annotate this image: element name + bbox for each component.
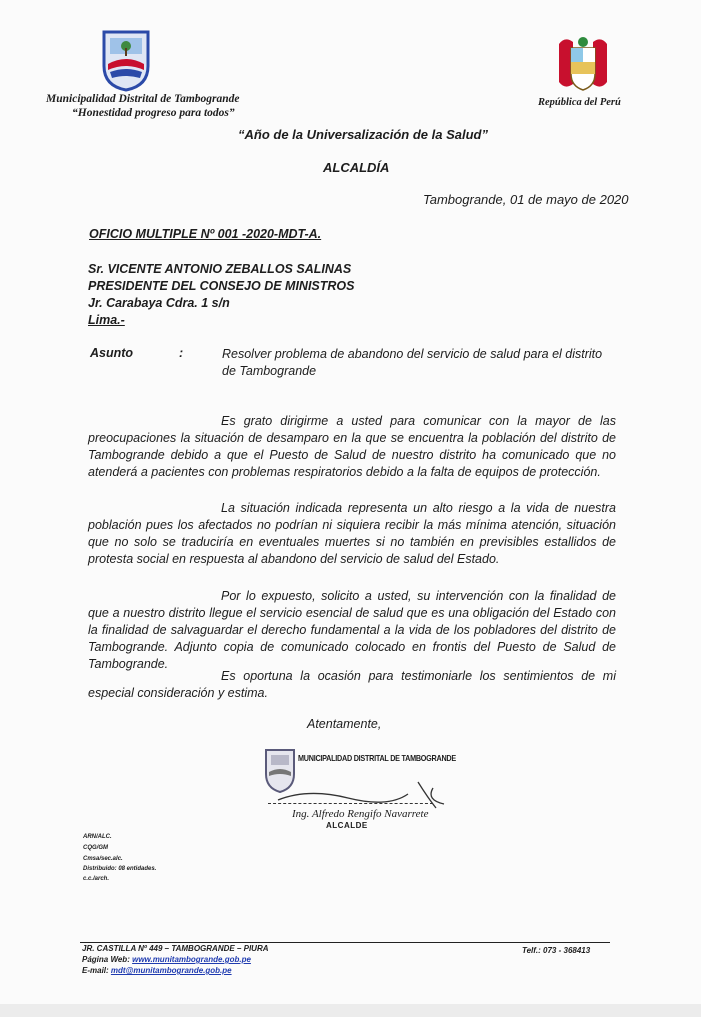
reference-distribution: Distribuido: 08 entidades.: [83, 866, 157, 872]
footer-email-row: [82, 966, 232, 975]
footer-address: JR. CASTILLA Nº 449 – TAMBOGRANDE – PIURA: [82, 944, 269, 953]
body-paragraph: Por lo expuesto, solicito a usted, su intervención con la finalidad de que a nuestro distrito llegue el servicio esencial de salud que es una obligación del Estado con la finalidad de salvaguardar el derecho fundamental a la vida de los pobladores del distrito de Tambogrande. Adjunto copia de comunicado colocado en frontis del Puesto de Salud de Tambogrande.: [88, 589, 616, 671]
footer-email-label: E-mail:: [82, 966, 109, 975]
footer-phone: Telf.: 073 - 368413: [522, 946, 591, 955]
year-title: “Año de la Universalización de la Salud”: [238, 127, 488, 142]
signer-role: ALCALDE: [326, 821, 368, 830]
footer-web-link[interactable]: www.munitambogrande.gob.pe: [132, 955, 251, 964]
footer-web-row: [82, 955, 251, 964]
body-paragraph: Es grato dirigirme a usted para comunicar con la mayor de las preocupaciones la situación de desamparo en la que se encuentra la población del distrito de Tambogrande debido a que el Puesto de Salud de nuestro distrito ha comunicado que no atenderá a pacientes con problemas respiratorios debido a la falta de equipos de protección.: [88, 414, 616, 479]
recipient-address: Jr. Carabaya Cdra. 1 s/n: [88, 296, 230, 310]
footer-divider: [80, 942, 610, 943]
municipality-crest-logo: [100, 30, 152, 92]
recipient-title: PRESIDENTE DEL CONSEJO DE MINISTROS: [88, 279, 355, 293]
closing-salutation: Atentamente,: [307, 717, 382, 731]
reference-initials: Cmsa/sec.alc.: [83, 856, 123, 862]
footer-email-link[interactable]: mdt@munitambogrande.gob.pe: [110, 966, 232, 975]
stamp-text: MUNICIPALIDAD DISTRITAL DE TAMBOGRANDE: [298, 753, 456, 763]
reference-initials: CQG/GM: [83, 845, 108, 851]
letter-reference: OFICIO MULTIPLE Nº 001 -2020-MDT-A.: [89, 227, 322, 241]
signer-name: Ing. Alfredo Rengifo Navarrete: [292, 808, 429, 820]
municipality-motto: “Honestidad progreso para todos”: [72, 107, 235, 119]
footer-web-label: Página Web:: [82, 955, 130, 964]
subject-text: Resolver problema de abandono del servicio de salud para el distrito de Tambogrande: [222, 347, 603, 378]
subject-colon: :: [179, 346, 184, 360]
recipient-city: Lima.-: [88, 313, 125, 327]
body-paragraph: La situación indicada representa un alto riesgo a la vida de nuestra población pues los afectados no podrían ni siquiera recibir la más mínima atención, situación que no solo se traduciría en eventuales muertes si no también en previsibles estallidos de protesta social en respuesta al abandono del servicio de salud del Estado.: [88, 501, 616, 566]
body-paragraph: Es oportuna la ocasión para testimoniarle los sentimientos de mi especial consideración y estima.: [88, 669, 616, 700]
subject-label: Asunto: [90, 346, 134, 360]
signature-line: [268, 803, 433, 804]
recipient-name: Sr. VICENTE ANTONIO ZEBALLOS SALINAS: [88, 262, 352, 276]
peru-coat-of-arms-logo: [555, 34, 611, 94]
reference-archive: c.c./arch.: [83, 876, 110, 882]
reference-initials: ARN/ALC.: [83, 834, 112, 840]
republic-caption: República del Perú: [538, 97, 621, 108]
letter-date: Tambogrande, 01 de mayo de 2020: [423, 192, 629, 207]
office-title: ALCALDÍA: [323, 160, 390, 175]
municipality-name: Municipalidad Distrital de Tambogrande: [46, 93, 240, 105]
